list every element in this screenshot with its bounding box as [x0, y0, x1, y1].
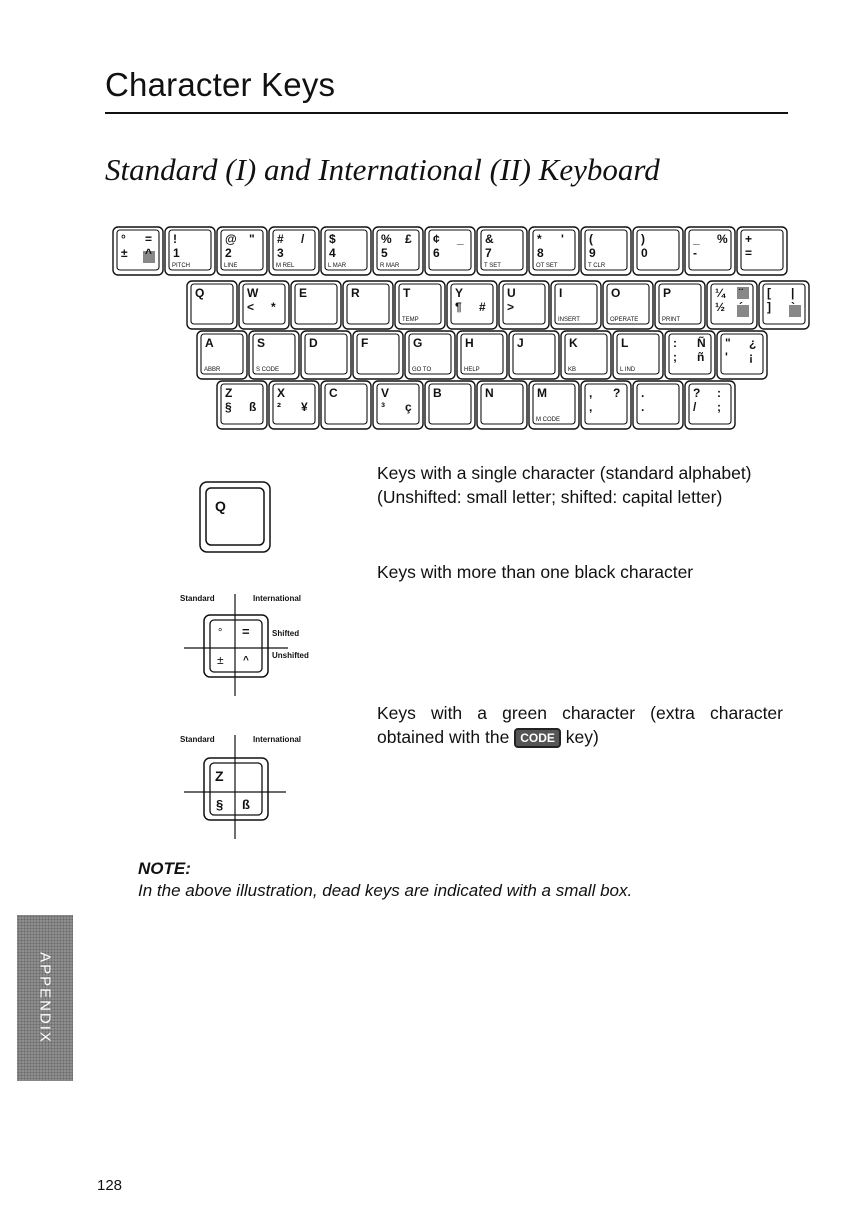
keyboard-key	[499, 281, 549, 329]
single-character-description-line1: Keys with a single character (standard alphabet)	[377, 463, 752, 483]
key-green-label: L IND	[620, 367, 636, 373]
key-shifted-char: R	[351, 286, 360, 300]
keyboard-key	[613, 331, 663, 379]
multi-key-unshifted-international: ^	[243, 655, 249, 666]
key-shifted-char: Q	[195, 286, 205, 300]
key-unshifted-char: ³	[381, 400, 385, 414]
key-green-label: OPERATE	[610, 317, 639, 323]
green-description-suffix: key)	[565, 727, 599, 747]
key-shifted-char: ¼	[715, 286, 726, 300]
green-key-international-char: ß	[242, 797, 250, 812]
keyboard-key	[655, 281, 705, 329]
key-shifted-char: D	[309, 336, 318, 350]
key-shifted-char: B	[433, 386, 442, 400]
key-shifted-char: "	[725, 336, 731, 350]
key-shifted-char: ,	[589, 386, 593, 400]
keyboard-key	[633, 227, 683, 275]
key-unshifted-char: ¶	[455, 300, 462, 314]
key-unshifted-char: =	[745, 246, 753, 260]
key-shifted-char: E	[299, 286, 308, 300]
code-key-icon: CODE	[514, 728, 561, 748]
keyboard-key	[321, 227, 371, 275]
key-green-label: GO TO	[412, 367, 432, 373]
key-shifted-alt-char: %	[717, 232, 728, 246]
key-green-label: PITCH	[172, 263, 190, 269]
key-unshifted-alt-char: `	[791, 300, 795, 314]
key-unshifted-char: -	[693, 246, 697, 260]
key-unshifted-char: 8	[537, 246, 544, 260]
key-shifted-char: S	[257, 336, 266, 350]
key-unshifted-char: 5	[381, 246, 388, 260]
key-shifted-char: P	[663, 286, 672, 300]
key-shifted-alt-char: Ñ	[697, 336, 706, 350]
multi-character-key-example	[170, 588, 340, 698]
key-shifted-char: :	[673, 336, 677, 350]
key-shifted-char: [	[767, 286, 771, 300]
key-shifted-char: *	[537, 232, 542, 246]
key-shifted-char: N	[485, 386, 494, 400]
keyboard-key	[633, 381, 683, 429]
keyboard-key	[581, 227, 631, 275]
international-label: International	[253, 594, 302, 603]
page-number: 128	[97, 1177, 123, 1194]
keyboard-key	[269, 227, 319, 275]
keyboard-key	[165, 227, 215, 275]
key-shifted-char: X	[277, 386, 286, 400]
key-unshifted-char: 6	[433, 246, 440, 260]
key-unshifted-char: <	[247, 300, 255, 314]
key-green-label: L MAR	[328, 263, 347, 269]
key-green-label: KB	[568, 367, 577, 373]
key-shifted-alt-char: =	[145, 232, 153, 246]
key-unshifted-char: /	[693, 400, 697, 414]
key-unshifted-char: 0	[641, 246, 648, 260]
key-unshifted-char: ]	[767, 300, 771, 314]
title-rule	[105, 112, 788, 114]
key-unshifted-char: §	[225, 400, 232, 414]
key-unshifted-alt-char: ¡	[749, 350, 753, 364]
keyboard-key	[551, 281, 601, 329]
key-shifted-char: $	[329, 232, 336, 246]
key-shifted-char: V	[381, 386, 390, 400]
keyboard-key	[321, 381, 371, 429]
key-shifted-char: +	[745, 232, 753, 246]
key-shifted-char: @	[225, 232, 237, 246]
key-unshifted-alt-char: ;	[717, 400, 721, 414]
appendix-side-tab-label: APPENDIX	[36, 952, 54, 1044]
key-unshifted-alt-char: ^	[145, 246, 153, 260]
keyboard-key	[353, 331, 403, 379]
key-unshifted-char: ½	[715, 300, 726, 314]
green-key-letter: Z	[215, 768, 224, 784]
keyboard-key	[509, 331, 559, 379]
shifted-label: Shifted	[272, 629, 300, 638]
key-shifted-char: ¢	[433, 232, 440, 246]
key-shifted-char: C	[329, 386, 338, 400]
note-heading: NOTE:	[138, 859, 191, 878]
keyboard-key	[187, 281, 237, 329]
key-unshifted-char: 1	[173, 246, 180, 260]
key-green-label: TEMP	[402, 317, 419, 323]
unshifted-label: Unshifted	[272, 651, 309, 660]
key-unshifted-char: ±	[121, 246, 128, 260]
key-unshifted-char: 9	[589, 246, 596, 260]
key-shifted-char: &	[485, 232, 494, 246]
single-character-key-example	[198, 480, 274, 556]
key-unshifted-char: 2	[225, 246, 232, 260]
keyboard-illustration	[112, 224, 795, 440]
keyboard-key	[425, 381, 475, 429]
keyboard-key	[395, 281, 445, 329]
key-shifted-char: W	[247, 286, 259, 300]
key-shifted-alt-char: '	[561, 232, 564, 246]
key-shifted-char: ?	[693, 386, 701, 400]
keyboard-key	[373, 381, 423, 429]
key-green-label: S CODE	[256, 367, 280, 373]
key-green-label: ABBR	[204, 367, 221, 373]
key-shifted-char: H	[465, 336, 474, 350]
section-subtitle: Standard (I) and International (II) Keyboard	[105, 152, 660, 187]
key-unshifted-alt-char: ´	[739, 300, 743, 314]
keyboard-key	[291, 281, 341, 329]
key-unshifted-alt-char: ñ	[697, 350, 705, 364]
key-shifted-alt-char: /	[301, 232, 305, 246]
key-green-label: HELP	[464, 367, 480, 373]
key-unshifted-char: ,	[589, 400, 593, 414]
key-shifted-char: K	[569, 336, 578, 350]
note-text: In the above illustration, dead keys are indicated with a small box.	[138, 881, 633, 900]
key-shifted-char: G	[413, 336, 423, 350]
key-shifted-char: .	[641, 386, 645, 400]
key-unshifted-char: 7	[485, 246, 492, 260]
key-shifted-alt-char: ¨	[739, 286, 743, 300]
key-green-label: PRINT	[662, 317, 680, 323]
keyboard-key	[759, 281, 809, 329]
keyboard-key	[477, 227, 527, 275]
key-shifted-char: !	[173, 232, 177, 246]
keyboard-key	[425, 227, 475, 275]
keyboard-key	[239, 281, 289, 329]
key-shifted-char: )	[641, 232, 645, 246]
key-unshifted-alt-char: ç	[405, 400, 412, 414]
keyboard-key	[685, 227, 735, 275]
keyboard-key	[737, 227, 787, 275]
key-shifted-char: Z	[225, 386, 233, 400]
standard-label-2: Standard	[180, 735, 215, 744]
keyboard-key	[477, 381, 527, 429]
keyboard-key	[301, 331, 351, 379]
key-shifted-char: °	[121, 232, 126, 246]
key-shifted-char: %	[381, 232, 392, 246]
keyboard-key	[405, 331, 455, 379]
keyboard-key	[343, 281, 393, 329]
key-green-label: R MAR	[380, 263, 400, 269]
key-green-label: T CLR	[588, 263, 606, 269]
multi-character-description: Keys with more than one black character	[377, 562, 694, 582]
single-character-description	[377, 461, 797, 509]
keyboard-key	[707, 281, 757, 329]
international-label-2: International	[253, 735, 302, 744]
keyboard-key	[685, 381, 735, 429]
key-unshifted-alt-char: *	[271, 300, 276, 314]
key-shifted-char: M	[537, 386, 547, 400]
keyboard-key	[457, 331, 507, 379]
key-green-label: M CODE	[536, 417, 560, 423]
key-shifted-alt-char: ?	[613, 386, 621, 400]
keyboard-key	[581, 381, 631, 429]
standard-label: Standard	[180, 594, 215, 603]
key-shifted-alt-char: "	[249, 232, 255, 246]
keyboard-key	[603, 281, 653, 329]
key-shifted-char: #	[277, 232, 284, 246]
key-unshifted-alt-char: ¥	[301, 400, 308, 414]
appendix-side-tab	[17, 915, 73, 1081]
key-unshifted-char: ;	[673, 350, 677, 364]
key-shifted-char: _	[693, 232, 700, 246]
key-green-label: INSERT	[558, 317, 580, 323]
green-character-description	[377, 701, 783, 749]
keyboard-key	[561, 331, 611, 379]
keyboard-key	[529, 381, 579, 429]
key-shifted-alt-char: _	[457, 232, 464, 246]
key-shifted-char: I	[559, 286, 563, 300]
key-shifted-alt-char: |	[791, 286, 795, 300]
keyboard-key	[529, 227, 579, 275]
key-shifted-alt-char: :	[717, 386, 721, 400]
key-shifted-char: (	[589, 232, 593, 246]
multi-key-unshifted-standard: ±	[217, 653, 224, 667]
key-green-label: T SET	[484, 263, 501, 269]
key-unshifted-char: ²	[277, 400, 281, 414]
key-shifted-char: U	[507, 286, 516, 300]
key-unshifted-char: .	[641, 400, 645, 414]
key-shifted-alt-char: £	[405, 232, 412, 246]
keyboard-key	[665, 331, 715, 379]
key-shifted-char: J	[517, 336, 524, 350]
key-green-label: M REL	[276, 263, 295, 269]
key-green-label: OT SET	[536, 263, 558, 269]
key-shifted-char: O	[611, 286, 621, 300]
key-unshifted-char: 4	[329, 246, 336, 260]
green-key-standard-char: §	[216, 797, 224, 812]
key-shifted-char: T	[403, 286, 411, 300]
multi-key-shifted-standard: °	[218, 627, 223, 639]
key-green-label: LINE	[224, 263, 238, 269]
green-character-key-example	[170, 729, 340, 841]
keyboard-key	[717, 331, 767, 379]
example-key-q-label: Q	[215, 498, 226, 514]
keyboard-key	[197, 331, 247, 379]
keyboard-key	[447, 281, 497, 329]
key-unshifted-alt-char: #	[479, 300, 486, 314]
keyboard-key	[217, 227, 267, 275]
key-unshifted-char: 3	[277, 246, 284, 260]
key-shifted-char: L	[621, 336, 629, 350]
page-title: Character Keys	[105, 66, 336, 103]
green-description-prefix: Keys with a green character (extra character obtained with the	[377, 703, 783, 747]
keyboard-key	[269, 381, 319, 429]
keyboard-key	[249, 331, 299, 379]
keyboard-key	[217, 381, 267, 429]
key-shifted-char: F	[361, 336, 369, 350]
key-unshifted-char: >	[507, 300, 515, 314]
multi-key-shifted-international: =	[242, 624, 250, 639]
key-unshifted-alt-char: ß	[249, 400, 257, 414]
key-unshifted-char: '	[725, 350, 728, 364]
single-character-description-line2: (Unshifted: small letter; shifted: capital letter)	[377, 487, 723, 507]
key-shifted-char: Y	[455, 286, 464, 300]
key-shifted-char: A	[205, 336, 214, 350]
key-shifted-alt-char: ¿	[749, 336, 757, 350]
keyboard-key	[373, 227, 423, 275]
keyboard-key	[113, 227, 163, 275]
